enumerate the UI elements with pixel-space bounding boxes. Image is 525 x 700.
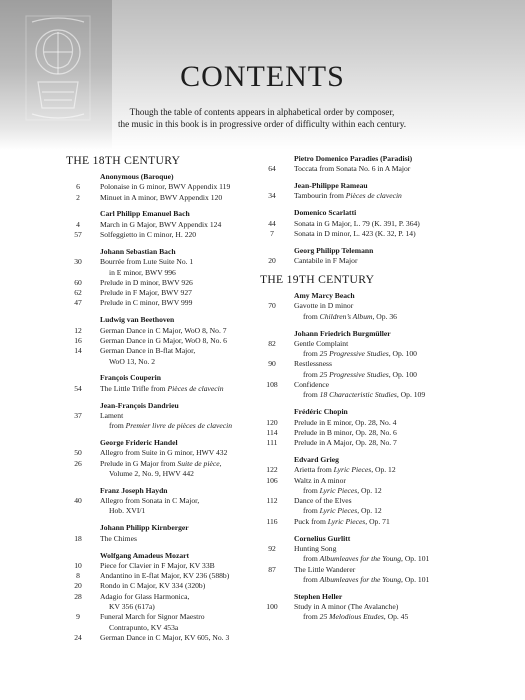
composer-block [66, 551, 262, 644]
section-heading-18th: THE 18TH CENTURY [66, 154, 181, 167]
toc-entry[interactable] [260, 418, 470, 428]
composer-name: Anonymous (Baroque) [100, 172, 174, 181]
piece-title [284, 219, 470, 229]
piece-title-text: The Chimes [100, 533, 137, 543]
piece-title [284, 438, 470, 448]
piece-title-suffix: , Op. 71 [365, 516, 390, 526]
page-number: 34 [268, 191, 276, 201]
composer-block [66, 486, 262, 517]
piece-title-line2 [100, 268, 262, 278]
intro-text [62, 106, 462, 130]
piece-source-suffix: , Op. 101 [401, 554, 430, 564]
toc-entry[interactable] [260, 301, 470, 322]
intro-line-2: the music in this book is in progressive order of difficulty within each century. [117, 119, 407, 129]
composer-block [66, 401, 262, 432]
page-number: 14 [74, 346, 82, 356]
piece-title-line2 [294, 390, 470, 400]
piece-title-text: Funeral March for Signor Maestro [100, 612, 205, 622]
page-number: 57 [74, 230, 82, 240]
composer-block [260, 455, 470, 527]
piece-subtitle-text: Hob. XVI/1 [109, 506, 146, 516]
composer-name: Cornelius Gurlitt [294, 533, 351, 543]
composer-block [66, 172, 262, 203]
piece-title-line2 [294, 506, 470, 516]
composer-block [66, 373, 262, 394]
composer-name: Johann Philipp Kirnberger [100, 523, 189, 533]
toc-entry[interactable] [66, 459, 262, 480]
piece-source-suffix: , Op. 12 [357, 485, 382, 495]
piece-title-line2 [294, 575, 470, 585]
piece-subtitle-text: in E minor, BWV 996 [109, 267, 176, 277]
toc-entry[interactable] [66, 633, 262, 643]
toc-entry[interactable] [260, 339, 470, 360]
piece-source-italic: Lyric Pieces [319, 485, 358, 495]
composer-block [66, 247, 262, 309]
piece-source-prefix: from [303, 506, 320, 516]
piece-title-text: Confidence [294, 380, 330, 390]
toc-entry[interactable] [260, 476, 470, 497]
composer-block [260, 329, 470, 401]
piece-title-text: Sonata in G Major, L. 79 (K. 391, P. 364) [294, 218, 420, 228]
piece-title-line2 [294, 554, 470, 564]
page-number: 9 [76, 612, 80, 622]
piece-title-text: Lament [100, 410, 124, 420]
piece-title-text: Allegro from Suite in G minor, HWV 432 [100, 448, 228, 458]
toc-entry[interactable] [260, 229, 470, 239]
piece-title-text: Allegro from Sonata in C Major, [100, 496, 200, 506]
page-number: 18 [74, 533, 82, 543]
piece-title-text: German Dance in C Major, WoO 8, No. 7 [100, 325, 227, 335]
toc-entry[interactable] [260, 517, 470, 527]
toc-entry[interactable] [66, 384, 262, 394]
piece-title-text: Toccata from Sonata No. 6 in A Major [294, 164, 411, 174]
toc-entry[interactable] [260, 565, 470, 586]
piece-title [284, 380, 470, 401]
piece-title-text: The Little Wanderer [294, 564, 356, 574]
piece-source-italic: Premier livre de pièces de clavecin [125, 421, 233, 431]
piece-title-text: The Little Trifle from [100, 383, 168, 393]
piece-title-text: March in G Major, BWV Appendix 124 [100, 219, 222, 229]
composer-name: Domenico Scarlatti [294, 208, 357, 218]
page-number: 112 [266, 496, 278, 506]
piece-title-text: Bourrée from Lute Suite No. 1 [100, 257, 194, 267]
page-number: 50 [74, 448, 82, 458]
toc-entry[interactable] [66, 230, 262, 240]
piece-title [284, 191, 470, 201]
page-number: 100 [266, 602, 278, 612]
composer-name: François Couperin [100, 373, 161, 383]
piece-source-prefix: from [303, 311, 320, 321]
piece-title [284, 339, 470, 360]
toc-entry[interactable] [260, 428, 470, 438]
toc-entry[interactable] [260, 219, 470, 229]
piece-title-italic: Pièces de clavecin [167, 383, 224, 393]
toc-entry[interactable] [260, 438, 470, 448]
piece-source-prefix: from [303, 485, 320, 495]
composer-name: Franz Joseph Haydn [100, 485, 168, 495]
toc-entry[interactable] [66, 220, 262, 230]
piece-title [284, 496, 470, 517]
page-title: CONTENTS [180, 60, 345, 93]
toc-entry[interactable] [66, 534, 262, 544]
piece-title [284, 301, 470, 322]
composer-name: Jean-Philippe Rameau [294, 181, 368, 191]
piece-title-italic: Lyric Pieces [333, 465, 372, 475]
piece-title [90, 257, 262, 278]
page-number: 92 [268, 543, 276, 553]
piece-title [90, 534, 262, 544]
composer-name: Georg Philipp Telemann [294, 245, 374, 255]
piece-title [90, 298, 262, 308]
piece-title-text: Sonata in D minor, L. 423 (K. 32, P. 14) [294, 228, 416, 238]
composer-name: Amy Marcy Beach [294, 291, 355, 301]
piece-title [90, 326, 262, 336]
piece-source-prefix: from [303, 369, 320, 379]
piece-title-line2 [100, 357, 262, 367]
page-number: 30 [74, 257, 82, 267]
toc-entry[interactable] [66, 612, 262, 633]
piece-title-text: Rondo in C Major, KV 334 (320b) [100, 581, 206, 591]
composer-block [260, 407, 470, 448]
composer-name: Edvard Grieg [294, 454, 339, 464]
piece-title [90, 571, 262, 581]
composer-block [260, 534, 470, 585]
composer-block [260, 208, 470, 239]
piece-title-text: Dance of the Elves [294, 496, 352, 506]
composer-block [66, 315, 262, 366]
piece-source-suffix: , Op. 109 [396, 390, 426, 400]
piece-source-prefix: from [303, 574, 320, 584]
piece-source-italic: 18 Characteristic Studies [319, 390, 397, 400]
toc-entry[interactable] [66, 193, 262, 203]
right-column [260, 154, 470, 629]
composer-name: Johann Sebastian Bach [100, 246, 176, 256]
toc-entry[interactable] [260, 380, 470, 401]
piece-title-line2 [100, 421, 262, 431]
toc-entry[interactable] [66, 336, 262, 346]
piece-subtitle-text: KV 356 (617a) [109, 602, 155, 612]
piece-title [284, 229, 470, 239]
piece-title [90, 633, 262, 643]
page-number: 82 [268, 338, 276, 348]
page-number: 44 [268, 218, 276, 228]
piece-source-suffix: , Op. 45 [383, 612, 409, 622]
page-number: 6 [76, 182, 80, 192]
piece-title [90, 592, 262, 613]
piece-source-italic: Children’s Album [319, 311, 373, 321]
piece-title-text: Polonaise in G minor, BWV Appendix 119 [100, 182, 231, 192]
toc-entry[interactable] [260, 164, 470, 174]
composer-block [260, 181, 470, 202]
piece-title-line2 [294, 612, 470, 622]
piece-subtitle-text: Contrapunto, KV 453a [109, 622, 179, 632]
piece-title-text: Prelude in C minor, BWV 999 [100, 298, 193, 308]
composer-name: Ludwig van Beethoven [100, 315, 175, 325]
piece-source-suffix: , Op. 100 [388, 369, 417, 379]
piece-title-text: Adagio for Glass Harmonica, [100, 591, 190, 601]
piece-title-text: Andantino in E-flat Major, KV 236 (588b) [100, 571, 230, 581]
page-number: 40 [74, 496, 82, 506]
piece-title [90, 496, 262, 517]
toc-entry[interactable] [260, 465, 470, 475]
piece-title-text: Prelude in D minor, BWV 926 [100, 277, 193, 287]
page-number: 47 [74, 298, 82, 308]
piece-title [284, 517, 470, 527]
piece-title-text: Solfeggietto in C minor, H. 220 [100, 230, 197, 240]
piece-source-prefix: from [303, 390, 320, 400]
piece-title-text: Gentle Complaint [294, 338, 349, 348]
piece-title [284, 465, 470, 475]
toc-entry[interactable] [66, 496, 262, 517]
piece-source-italic: 25 Progressive Studies [319, 369, 389, 379]
piece-title [284, 476, 470, 497]
piece-title [90, 288, 262, 298]
piece-title-line2 [100, 469, 262, 479]
toc-entry[interactable] [66, 411, 262, 432]
piece-title [90, 182, 262, 192]
piece-title-text: German Dance in C Major, KV 605, No. 3 [100, 632, 230, 642]
piece-title [90, 336, 262, 346]
page-number: 70 [268, 301, 276, 311]
composer-block [66, 438, 262, 479]
page-number: 111 [266, 438, 278, 448]
toc-entry[interactable] [66, 346, 262, 367]
composer-block [66, 209, 262, 240]
piece-source-suffix: , Op. 12 [357, 506, 382, 516]
page-number: 90 [268, 359, 276, 369]
piece-title-text: Restlessness [294, 359, 332, 369]
piece-title-text: Study in A minor (The Avalanche) [294, 602, 399, 612]
section-heading-19th: THE 19TH CENTURY [260, 273, 375, 287]
right-composer-list-18th [260, 154, 470, 266]
piece-title-text: German Dance in B-flat Major, [100, 346, 196, 356]
piece-title [284, 164, 470, 174]
intro-line-1: Though the table of contents appears in alphabetical order by composer, [129, 107, 395, 117]
piece-title [284, 428, 470, 438]
toc-entry[interactable] [66, 298, 262, 308]
composer-name: Pietro Domenico Paradies (Paradisi) [294, 154, 413, 163]
piece-source-suffix: , Op. 100 [388, 349, 417, 359]
piece-title [90, 220, 262, 230]
composer-block [260, 592, 470, 623]
piece-subtitle-text: WoO 13, No. 2 [109, 356, 156, 366]
piece-title [90, 278, 262, 288]
page-number: 116 [266, 516, 278, 526]
toc-entry[interactable] [260, 496, 470, 517]
right-composer-list-19th [260, 291, 470, 623]
piece-source-italic: Lyric Pieces [319, 506, 358, 516]
toc-entry[interactable] [260, 256, 470, 266]
composer-name: Johann Friedrich Burgmüller [294, 328, 391, 338]
left-composer-list [66, 172, 262, 643]
page-number: 108 [266, 380, 278, 390]
toc-entry[interactable] [66, 592, 262, 613]
page-number: 106 [266, 475, 278, 485]
piece-source-suffix: , Op. 101 [401, 574, 430, 584]
piece-title [90, 448, 262, 458]
piece-title-italic: Lyric Pieces [327, 516, 366, 526]
composer-name: Wolfgang Amadeus Mozart [100, 550, 190, 560]
page-number: 2 [76, 192, 80, 202]
toc-entry[interactable] [260, 191, 470, 201]
composer-block [66, 523, 262, 544]
piece-title-line2 [100, 602, 262, 612]
piece-title-line2 [294, 486, 470, 496]
piece-source-prefix: from [303, 349, 320, 359]
toc-entry[interactable] [66, 561, 262, 571]
piece-source-prefix: from [303, 554, 320, 564]
piece-source-prefix: from [303, 612, 320, 622]
toc-entry[interactable] [66, 448, 262, 458]
piece-title-text: Tambourin from [294, 191, 346, 201]
left-column [66, 154, 262, 650]
piece-title-text: Minuet in A minor, BWV Appendix 120 [100, 192, 223, 202]
piece-title-text: German Dance in G Major, WoO 8, No. 6 [100, 335, 227, 345]
piece-title-line2 [100, 506, 262, 516]
page-number: 54 [74, 383, 82, 393]
piece-title [90, 230, 262, 240]
page-number: 16 [74, 335, 82, 345]
page-number: 12 [74, 325, 82, 335]
composer-name: Frédéric Chopin [294, 407, 348, 417]
piece-source-suffix: , Op. 36 [372, 311, 397, 321]
composer-name: Jean-François Dandrieu [100, 400, 179, 410]
piece-title-text: Piece for Clavier in F Major, KV 33B [100, 560, 215, 570]
piece-title-text: Prelude in B minor, Op. 28, No. 6 [294, 427, 397, 437]
piece-subtitle-text: Volume 2, No. 9, HWV 442 [109, 468, 194, 478]
toc-entry[interactable] [66, 257, 262, 278]
piece-title-text: Gavotte in D minor [294, 301, 354, 311]
piece-title [90, 459, 262, 480]
page-number: 20 [74, 581, 82, 591]
piece-source-italic: Albumleaves for the Young [319, 554, 402, 564]
piece-title [284, 359, 470, 380]
page-number: 10 [74, 560, 82, 570]
piece-source-italic: Albumleaves for the Young [319, 574, 402, 584]
page-number: 24 [74, 632, 82, 642]
composer-name: Carl Philipp Emanuel Bach [100, 209, 190, 219]
piece-title [284, 565, 470, 586]
piece-title-line2 [294, 349, 470, 359]
page-number: 120 [266, 417, 278, 427]
piece-title [90, 384, 262, 394]
toc-entry[interactable] [66, 571, 262, 581]
piece-title-text: Puck from [294, 516, 328, 526]
piece-title [284, 256, 470, 266]
piece-title [284, 602, 470, 623]
page-number: 26 [74, 458, 82, 468]
toc-entry[interactable] [66, 278, 262, 288]
page-number: 114 [266, 427, 278, 437]
piece-title [90, 612, 262, 633]
piece-title [284, 418, 470, 428]
piece-title-text: Cantabile in F Major [294, 256, 358, 266]
piece-title-line2 [100, 623, 262, 633]
toc-entry[interactable] [260, 359, 470, 380]
page-number: 60 [74, 277, 82, 287]
page-number: 37 [74, 410, 82, 420]
piece-title-italic: Suite de pièce, [177, 458, 222, 468]
piece-title-text: Arietta from [294, 465, 334, 475]
page-number: 62 [74, 288, 82, 298]
piece-title-text: Prelude in A Major, Op. 28, No. 7 [294, 438, 397, 448]
piece-title-line2 [294, 312, 470, 322]
toc-entry[interactable] [260, 602, 470, 623]
piece-title-text: Prelude in G Major from [100, 458, 178, 468]
toc-entry[interactable] [66, 581, 262, 591]
page-number: 8 [76, 571, 80, 581]
composer-block [260, 154, 470, 175]
piece-source-italic: 25 Progressive Studies [319, 349, 389, 359]
piece-title [284, 544, 470, 565]
piece-title-text: Prelude in F Major, BWV 927 [100, 288, 192, 298]
piece-title-line2 [294, 370, 470, 380]
page-number: 28 [74, 591, 82, 601]
page-number: 87 [268, 564, 276, 574]
piece-source-italic: 25 Melodious Etudes [319, 612, 384, 622]
piece-title [90, 411, 262, 432]
piece-title [90, 561, 262, 571]
composer-name: Stephen Heller [294, 591, 343, 601]
piece-title-suffix: , Op. 12 [371, 465, 396, 475]
page-number: 20 [268, 256, 276, 266]
piece-title-text: Prelude in E minor, Op. 28, No. 4 [294, 417, 397, 427]
piece-title [90, 346, 262, 367]
composer-block [260, 291, 470, 322]
piece-title [90, 581, 262, 591]
piece-title [90, 193, 262, 203]
piece-title-text: Hunting Song [294, 543, 337, 553]
piece-title-text: Waltz in A minor [294, 475, 346, 485]
composer-name: George Frideric Handel [100, 438, 178, 448]
toc-entry[interactable] [260, 544, 470, 565]
page-number: 122 [266, 465, 278, 475]
page-number: 64 [268, 164, 276, 174]
piece-source-prefix: from [109, 421, 126, 431]
composer-block [260, 246, 470, 267]
toc-entry[interactable] [66, 288, 262, 298]
page-number: 4 [76, 219, 80, 229]
toc-entry[interactable] [66, 182, 262, 192]
toc-entry[interactable] [66, 326, 262, 336]
page-number: 7 [270, 228, 274, 238]
piece-title-italic: Pièces de clavecin [345, 191, 402, 201]
